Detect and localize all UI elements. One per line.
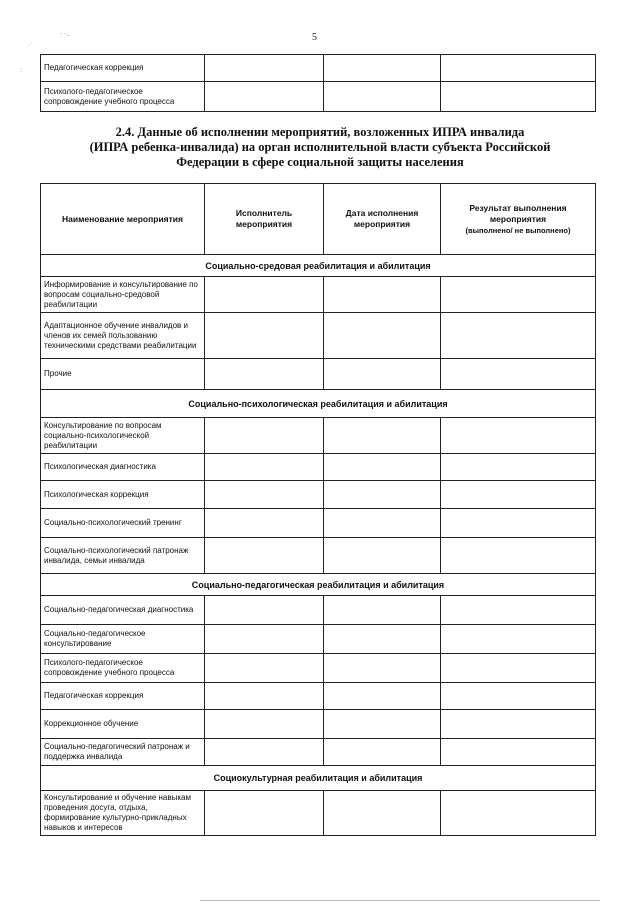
scan-mark: : [20, 66, 22, 74]
result-cell[interactable] [441, 481, 596, 509]
result-cell[interactable] [441, 538, 596, 574]
table-row [41, 454, 596, 481]
executor-cell[interactable] [205, 359, 324, 390]
row-name: Коррекционное обучение [41, 710, 205, 739]
header-date: Дата исполнения мероприятия [324, 184, 441, 255]
section-heading: Социально-психологическая реабилитация и абилитация [41, 390, 596, 418]
row-name: Прочие [41, 359, 205, 390]
scan-mark: .· [28, 40, 33, 48]
date-cell[interactable] [324, 739, 441, 766]
result-cell[interactable] [441, 55, 596, 82]
table-row [41, 625, 596, 654]
row-name: Психолого-педагогическое сопровождение учебного процесса [41, 82, 205, 112]
result-cell[interactable] [441, 739, 596, 766]
result-cell[interactable] [441, 359, 596, 390]
table-row [41, 313, 596, 359]
row-name: Социально-психологический патронаж инвалида, семьи инвалида [41, 538, 205, 574]
section-title-line: 2.4. Данные об исполнении мероприятий, возложенных ИПРА инвалида [115, 125, 525, 139]
table-row [41, 418, 596, 454]
result-cell[interactable] [441, 596, 596, 625]
result-cell[interactable] [441, 509, 596, 538]
table-row [41, 654, 596, 683]
executor-cell[interactable] [205, 538, 324, 574]
header-result-label: Результат выполнения мероприятия [469, 202, 567, 224]
date-cell[interactable] [324, 481, 441, 509]
section-row [41, 390, 596, 418]
date-cell[interactable] [324, 710, 441, 739]
executor-cell[interactable] [205, 454, 324, 481]
scan-edge-line [200, 900, 600, 901]
date-cell[interactable] [324, 683, 441, 710]
executor-cell[interactable] [205, 277, 324, 313]
section-heading: Социально-средовая реабилитация и абилитация [41, 255, 596, 277]
executor-cell[interactable] [205, 625, 324, 654]
table-row [41, 55, 596, 82]
row-name: Консультирование и обучение навыкам проведения досуга, отдыха, формирование культурно-прикладных навыков и интересов [41, 791, 205, 836]
row-name: Информирование и консультирование по вопросам социально-средовой реабилитации [41, 277, 205, 313]
table-row [41, 791, 596, 836]
result-cell[interactable] [441, 418, 596, 454]
section-heading: Социокультурная реабилитация и абилитация [41, 766, 596, 791]
result-cell[interactable] [441, 454, 596, 481]
table-row [41, 596, 596, 625]
date-cell[interactable] [324, 82, 441, 112]
row-name: Социально-педагогическое консультирование [41, 625, 205, 654]
top-table [40, 54, 596, 112]
date-cell[interactable] [324, 55, 441, 82]
header-executor: Исполнитель мероприятия [205, 184, 324, 255]
date-cell[interactable] [324, 359, 441, 390]
executor-cell[interactable] [205, 418, 324, 454]
section-row [41, 255, 596, 277]
executor-cell[interactable] [205, 791, 324, 836]
date-cell[interactable] [324, 791, 441, 836]
table-row [41, 509, 596, 538]
table-row [41, 710, 596, 739]
executor-cell[interactable] [205, 683, 324, 710]
table-row [41, 277, 596, 313]
date-cell[interactable] [324, 454, 441, 481]
result-cell[interactable] [441, 625, 596, 654]
date-cell[interactable] [324, 313, 441, 359]
page-number: 5 [312, 32, 317, 43]
scan-mark: · ·.. [60, 30, 70, 38]
executor-cell[interactable] [205, 654, 324, 683]
date-cell[interactable] [324, 596, 441, 625]
date-cell[interactable] [324, 418, 441, 454]
main-table [40, 183, 596, 836]
table-row [41, 538, 596, 574]
row-name: Социально-педагогический патронаж и поддержка инвалида [41, 739, 205, 766]
executor-cell[interactable] [205, 82, 324, 112]
date-cell[interactable] [324, 509, 441, 538]
row-name: Психолого-педагогическое сопровождение учебного процесса [41, 654, 205, 683]
row-name: Психологическая диагностика [41, 454, 205, 481]
row-name: Педагогическая коррекция [41, 55, 205, 82]
row-name: Социально-педагогическая диагностика [41, 596, 205, 625]
date-cell[interactable] [324, 654, 441, 683]
row-name: Социально-психологический тренинг [41, 509, 205, 538]
header-result [441, 184, 596, 255]
section-title [40, 125, 600, 170]
row-name: Педагогическая коррекция [41, 683, 205, 710]
header-name: Наименование мероприятия [41, 184, 205, 255]
table-row [41, 481, 596, 509]
executor-cell[interactable] [205, 509, 324, 538]
date-cell[interactable] [324, 277, 441, 313]
section-heading: Социально-педагогическая реабилитация и абилитация [41, 574, 596, 596]
section-title-line: (ИПРА ребенка-инвалида) на орган исполнительной власти субъекта Российской [89, 140, 551, 154]
table-row [41, 359, 596, 390]
row-name: Адаптационное обучение инвалидов и членов их семей пользованию техническими средствами реабилитации [41, 313, 205, 359]
result-cell[interactable] [441, 82, 596, 112]
date-cell[interactable] [324, 625, 441, 654]
row-name: Психологическая коррекция [41, 481, 205, 509]
table-row [41, 82, 596, 112]
date-cell[interactable] [324, 538, 441, 574]
header-row [41, 184, 596, 255]
executor-cell[interactable] [205, 481, 324, 509]
section-row [41, 574, 596, 596]
result-cell[interactable] [441, 313, 596, 359]
table-row [41, 739, 596, 766]
result-cell[interactable] [441, 710, 596, 739]
executor-cell[interactable] [205, 596, 324, 625]
executor-cell[interactable] [205, 710, 324, 739]
executor-cell[interactable] [205, 55, 324, 82]
row-name: Консультирование по вопросам социально-психологической реабилитации [41, 418, 205, 454]
result-cell[interactable] [441, 654, 596, 683]
section-title-line: Федерации в сфере социальной защиты населения [176, 155, 464, 169]
executor-cell[interactable] [205, 739, 324, 766]
result-cell[interactable] [441, 277, 596, 313]
section-row [41, 766, 596, 791]
result-cell[interactable] [441, 683, 596, 710]
header-result-note: (выполнено/ не выполнено) [465, 225, 571, 235]
executor-cell[interactable] [205, 313, 324, 359]
result-cell[interactable] [441, 791, 596, 836]
table-row [41, 683, 596, 710]
